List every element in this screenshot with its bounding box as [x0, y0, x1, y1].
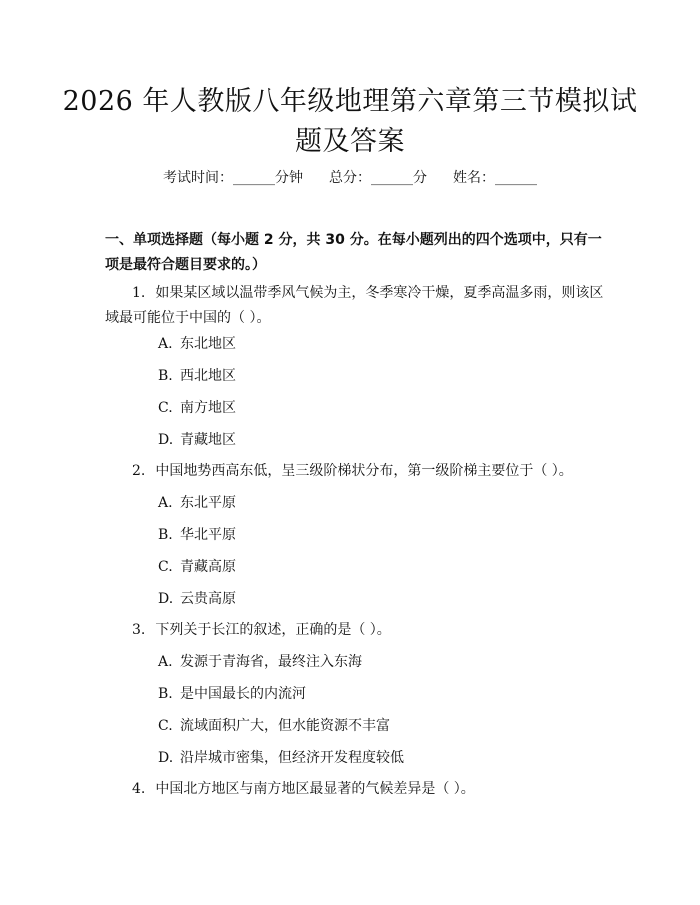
- document-title: 2026 年人教版八年级地理第六章第三节模拟试题及答案: [62, 86, 638, 157]
- question-3-option-a: [158, 652, 362, 672]
- option-letter: D.: [158, 750, 174, 766]
- option-text: 西北地区: [180, 368, 236, 384]
- question-1-option-d: [158, 430, 236, 450]
- option-text: 东北地区: [180, 336, 236, 352]
- option-letter: B.: [158, 368, 173, 384]
- question-2-option-c: [158, 557, 236, 577]
- question-1-option-c: [158, 398, 236, 418]
- question-2-option-d: [158, 589, 236, 609]
- option-text: 流域面积广大，但水能资源不丰富: [180, 718, 390, 734]
- option-text: 东北平原: [180, 495, 236, 511]
- question-text: 中国地势西高东低，呈三级阶梯状分布，第一级阶梯主要位于（ ）。: [155, 463, 573, 479]
- option-letter: C.: [158, 718, 173, 734]
- exam-time-field: 考试时间：______分钟: [163, 170, 303, 186]
- question-number: 4.: [132, 781, 146, 797]
- option-text: 沿岸城市密集，但经济开发程度较低: [180, 750, 404, 766]
- question-3: [105, 618, 605, 643]
- question-text: 如果某区域以温带季风气候为主，冬季寒冷干燥，夏季高温多雨，则该区域最可能位于中国的（ ）。: [105, 285, 604, 326]
- question-1-option-b: [158, 366, 236, 386]
- option-letter: B.: [158, 527, 173, 543]
- question-text: 中国北方地区与南方地区最显著的气候差异是（ ）。: [155, 781, 475, 797]
- option-letter: C.: [158, 400, 173, 416]
- option-letter: D.: [158, 432, 174, 448]
- option-letter: B.: [158, 686, 173, 702]
- total-score-field: 总分：______分: [329, 170, 427, 186]
- question-2-option-a: [158, 493, 236, 513]
- student-name-field: 姓名：______: [453, 170, 537, 186]
- question-number: 3.: [132, 622, 146, 638]
- question-3-option-b: [158, 684, 306, 704]
- question-number: 1.: [132, 285, 146, 301]
- option-text: 云贵高原: [180, 591, 236, 607]
- option-letter: A.: [158, 654, 173, 670]
- option-letter: A.: [158, 495, 173, 511]
- option-text: 青藏地区: [180, 432, 236, 448]
- option-letter: A.: [158, 336, 173, 352]
- section-heading: 一、单项选择题（每小题 2 分，共 30 分。在每小题列出的四个选项中，只有一项是最符合题目要求的。）: [105, 232, 602, 273]
- option-text: 南方地区: [180, 400, 236, 416]
- question-3-option-c: [158, 716, 390, 736]
- question-number: 2.: [132, 463, 146, 479]
- question-1-option-a: [158, 334, 236, 354]
- option-letter: C.: [158, 559, 173, 575]
- question-3-option-d: [158, 748, 404, 768]
- option-letter: D.: [158, 591, 174, 607]
- question-text: 下列关于长江的叙述，正确的是（ ）。: [155, 622, 391, 638]
- exam-info-line: [0, 168, 700, 188]
- option-text: 是中国最长的内流河: [180, 686, 306, 702]
- question-1: [105, 281, 605, 331]
- question-4: [105, 777, 605, 802]
- option-text: 华北平原: [180, 527, 236, 543]
- question-2: [105, 459, 605, 484]
- option-text: 发源于青海省，最终注入东海: [180, 654, 362, 670]
- option-text: 青藏高原: [180, 559, 236, 575]
- question-2-option-b: [158, 525, 236, 545]
